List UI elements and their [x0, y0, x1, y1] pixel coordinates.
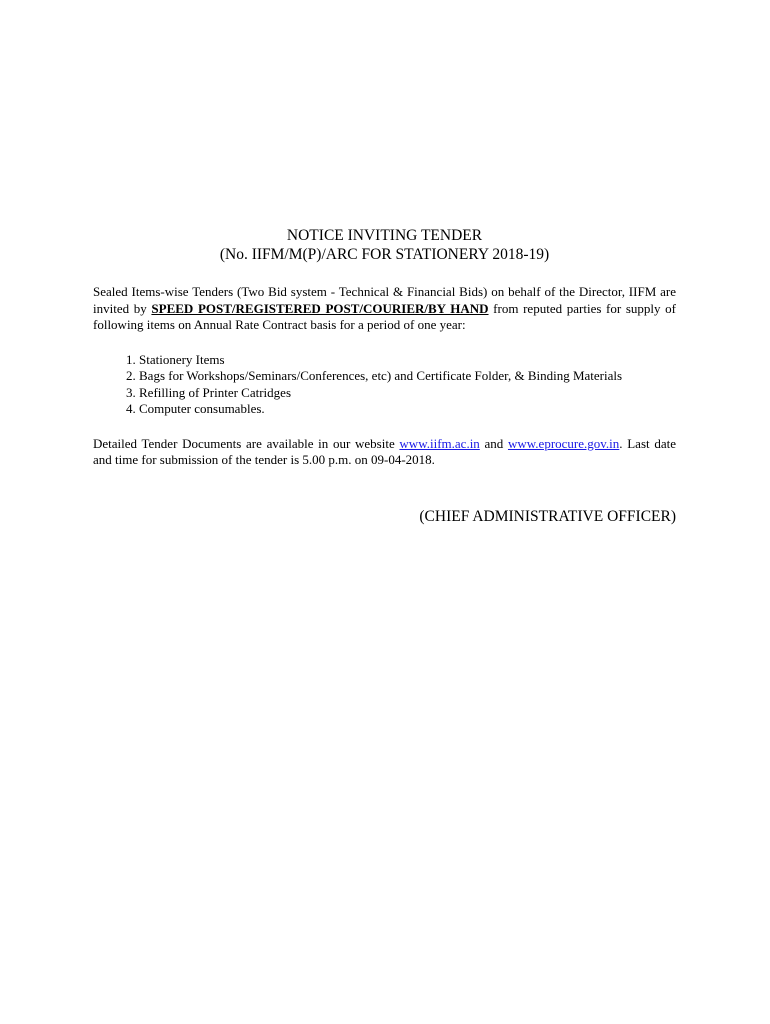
delivery-methods: SPEED POST/REGISTERED POST/COURIER/BY HAND	[151, 300, 489, 316]
signature: (CHIEF ADMINISTRATIVE OFFICER)	[419, 507, 676, 525]
list-item: 2. Bags for Workshops/Seminars/Conferences, etc) and Certificate Folder, & Binding Materials	[139, 368, 676, 385]
intro-text-2: from reputed parties for supply of following items on Annual Rate Contract basis for a period of one year:	[93, 300, 677, 332]
title-block	[93, 226, 676, 264]
iifm-website-link[interactable]: www.iifm.ac.in	[399, 435, 480, 451]
list-item: 4. Computer consumables.	[139, 401, 676, 418]
details-text-2: and	[479, 435, 508, 451]
list-item: 3. Refilling of Printer Catridges	[139, 385, 676, 402]
notice-content	[93, 226, 676, 526]
notice-title: NOTICE INVITING TENDER	[286, 227, 483, 244]
items-list	[93, 352, 676, 418]
notice-number: (No. IIFM/M(P)/ARC FOR STATIONERY 2018-19)	[219, 246, 550, 263]
eprocure-website-link[interactable]: www.eprocure.gov.in	[507, 435, 620, 451]
list-item: 1. Stationery Items	[139, 352, 676, 369]
details-text-1: Detailed Tender Documents are available in our website	[93, 435, 400, 451]
intro-paragraph	[93, 284, 676, 334]
details-text-3: . Last date and time for submission of the tender is 5.00 p.m. on 09-04-2018.	[93, 435, 676, 467]
details-paragraph	[93, 436, 676, 469]
intro-text-1: Sealed Items-wise Tenders (Two Bid system - Technical & Financial Bids) on behalf of the Director, IIFM are invited by	[93, 284, 676, 316]
